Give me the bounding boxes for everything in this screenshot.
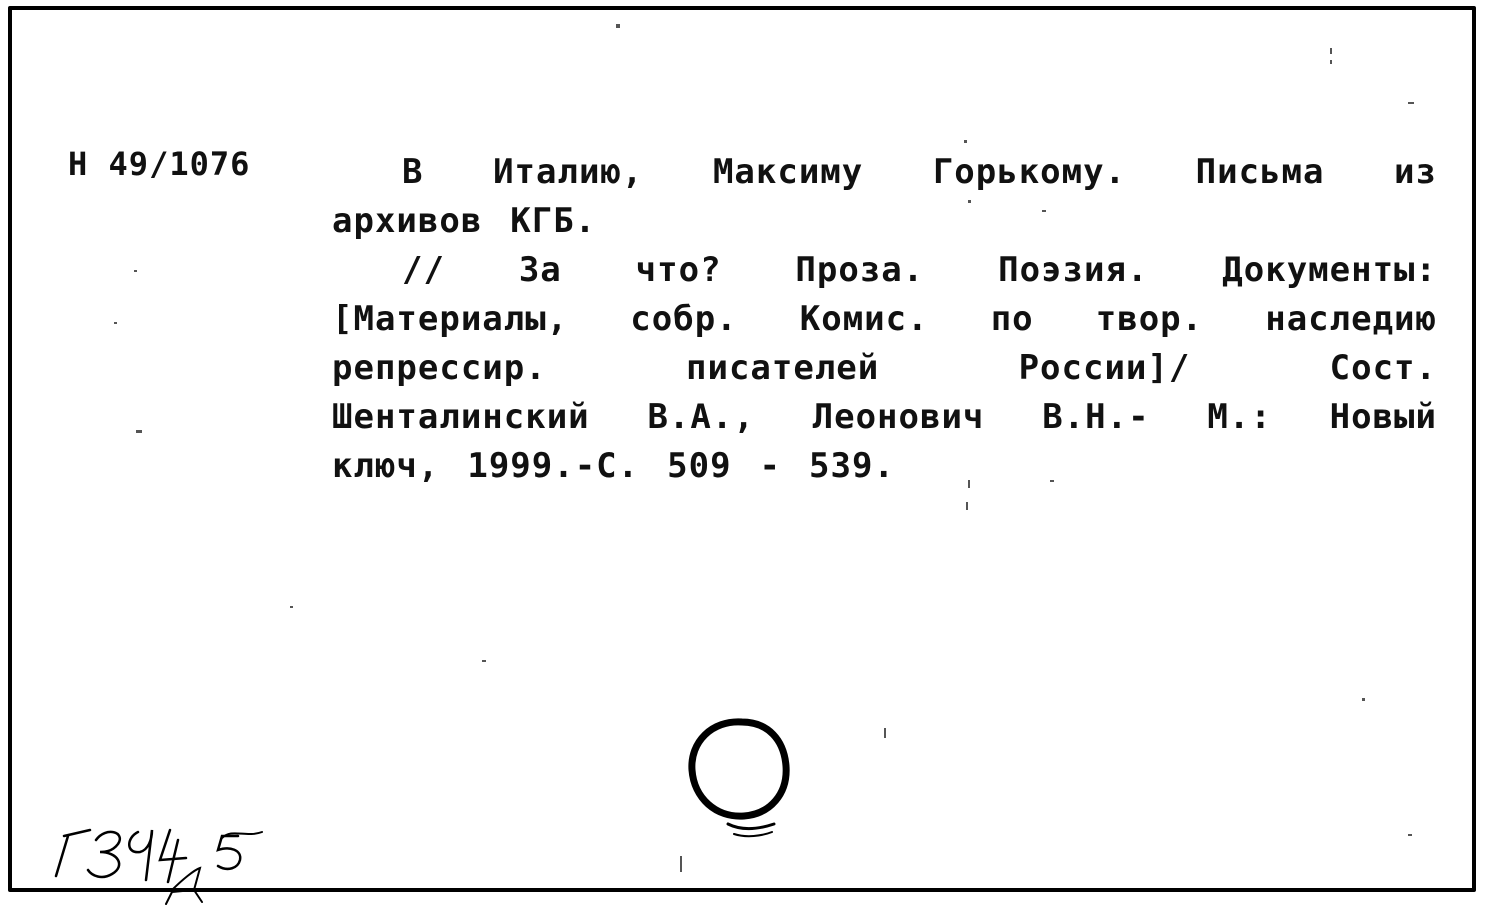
entry-line	[332, 150, 1437, 194]
call-number: Н 49/1076	[68, 145, 251, 183]
entry-word: Италию,	[493, 152, 644, 192]
entry-word: Горькому.	[932, 152, 1127, 192]
entry-word: 509	[667, 446, 732, 486]
entry-word: твор.	[1095, 299, 1204, 339]
entry-line	[332, 297, 1437, 341]
entry-word: что?	[635, 250, 722, 290]
entry-word: России]/	[1018, 348, 1191, 388]
catalog-card	[8, 6, 1476, 892]
handwritten-shelf-mark	[42, 810, 282, 910]
entry-word: За	[518, 250, 562, 290]
entry-line	[332, 248, 1437, 292]
entry-word: М.:	[1207, 397, 1272, 437]
entry-word: Проза.	[795, 250, 925, 290]
entry-word: Поэзия.	[998, 250, 1149, 290]
entry-word: Шенталинский	[332, 397, 590, 437]
entry-word: [Материалы,	[332, 299, 569, 339]
entry-word: Сост.	[1329, 348, 1437, 388]
entry-line	[332, 395, 1437, 439]
entry-word: КГБ.	[510, 201, 597, 241]
entry-word: Комис.	[799, 299, 929, 339]
entry-word: Письма	[1195, 152, 1325, 192]
entry-line	[332, 444, 1437, 488]
circle-stamp	[682, 710, 802, 850]
entry-word: Максиму	[712, 152, 864, 192]
entry-word: 539.	[809, 446, 895, 486]
entry-word: ключ,	[332, 446, 440, 486]
entry-word: архивов	[332, 201, 483, 241]
entry-word: из	[1394, 152, 1437, 192]
entry-word: собр.	[630, 299, 738, 339]
entry-word: //	[402, 250, 445, 290]
entry-word: Леонович	[812, 397, 985, 437]
entry-word: Новый	[1329, 397, 1437, 437]
entry-word: В	[402, 152, 424, 192]
entry-word: Документы:	[1222, 250, 1437, 290]
entry-word: репрессир.	[332, 348, 547, 388]
entry-word: наследию	[1265, 299, 1437, 339]
entry-word: писателей	[686, 348, 880, 388]
entry-line	[332, 346, 1437, 390]
entry-word: 1999.-С.	[467, 446, 640, 486]
entry-word: В.Н.-	[1042, 397, 1150, 437]
entry-line	[332, 199, 1437, 243]
entry-word: по	[990, 299, 1034, 339]
entry-word: -	[759, 446, 782, 486]
entry-word: В.А.,	[647, 397, 755, 437]
